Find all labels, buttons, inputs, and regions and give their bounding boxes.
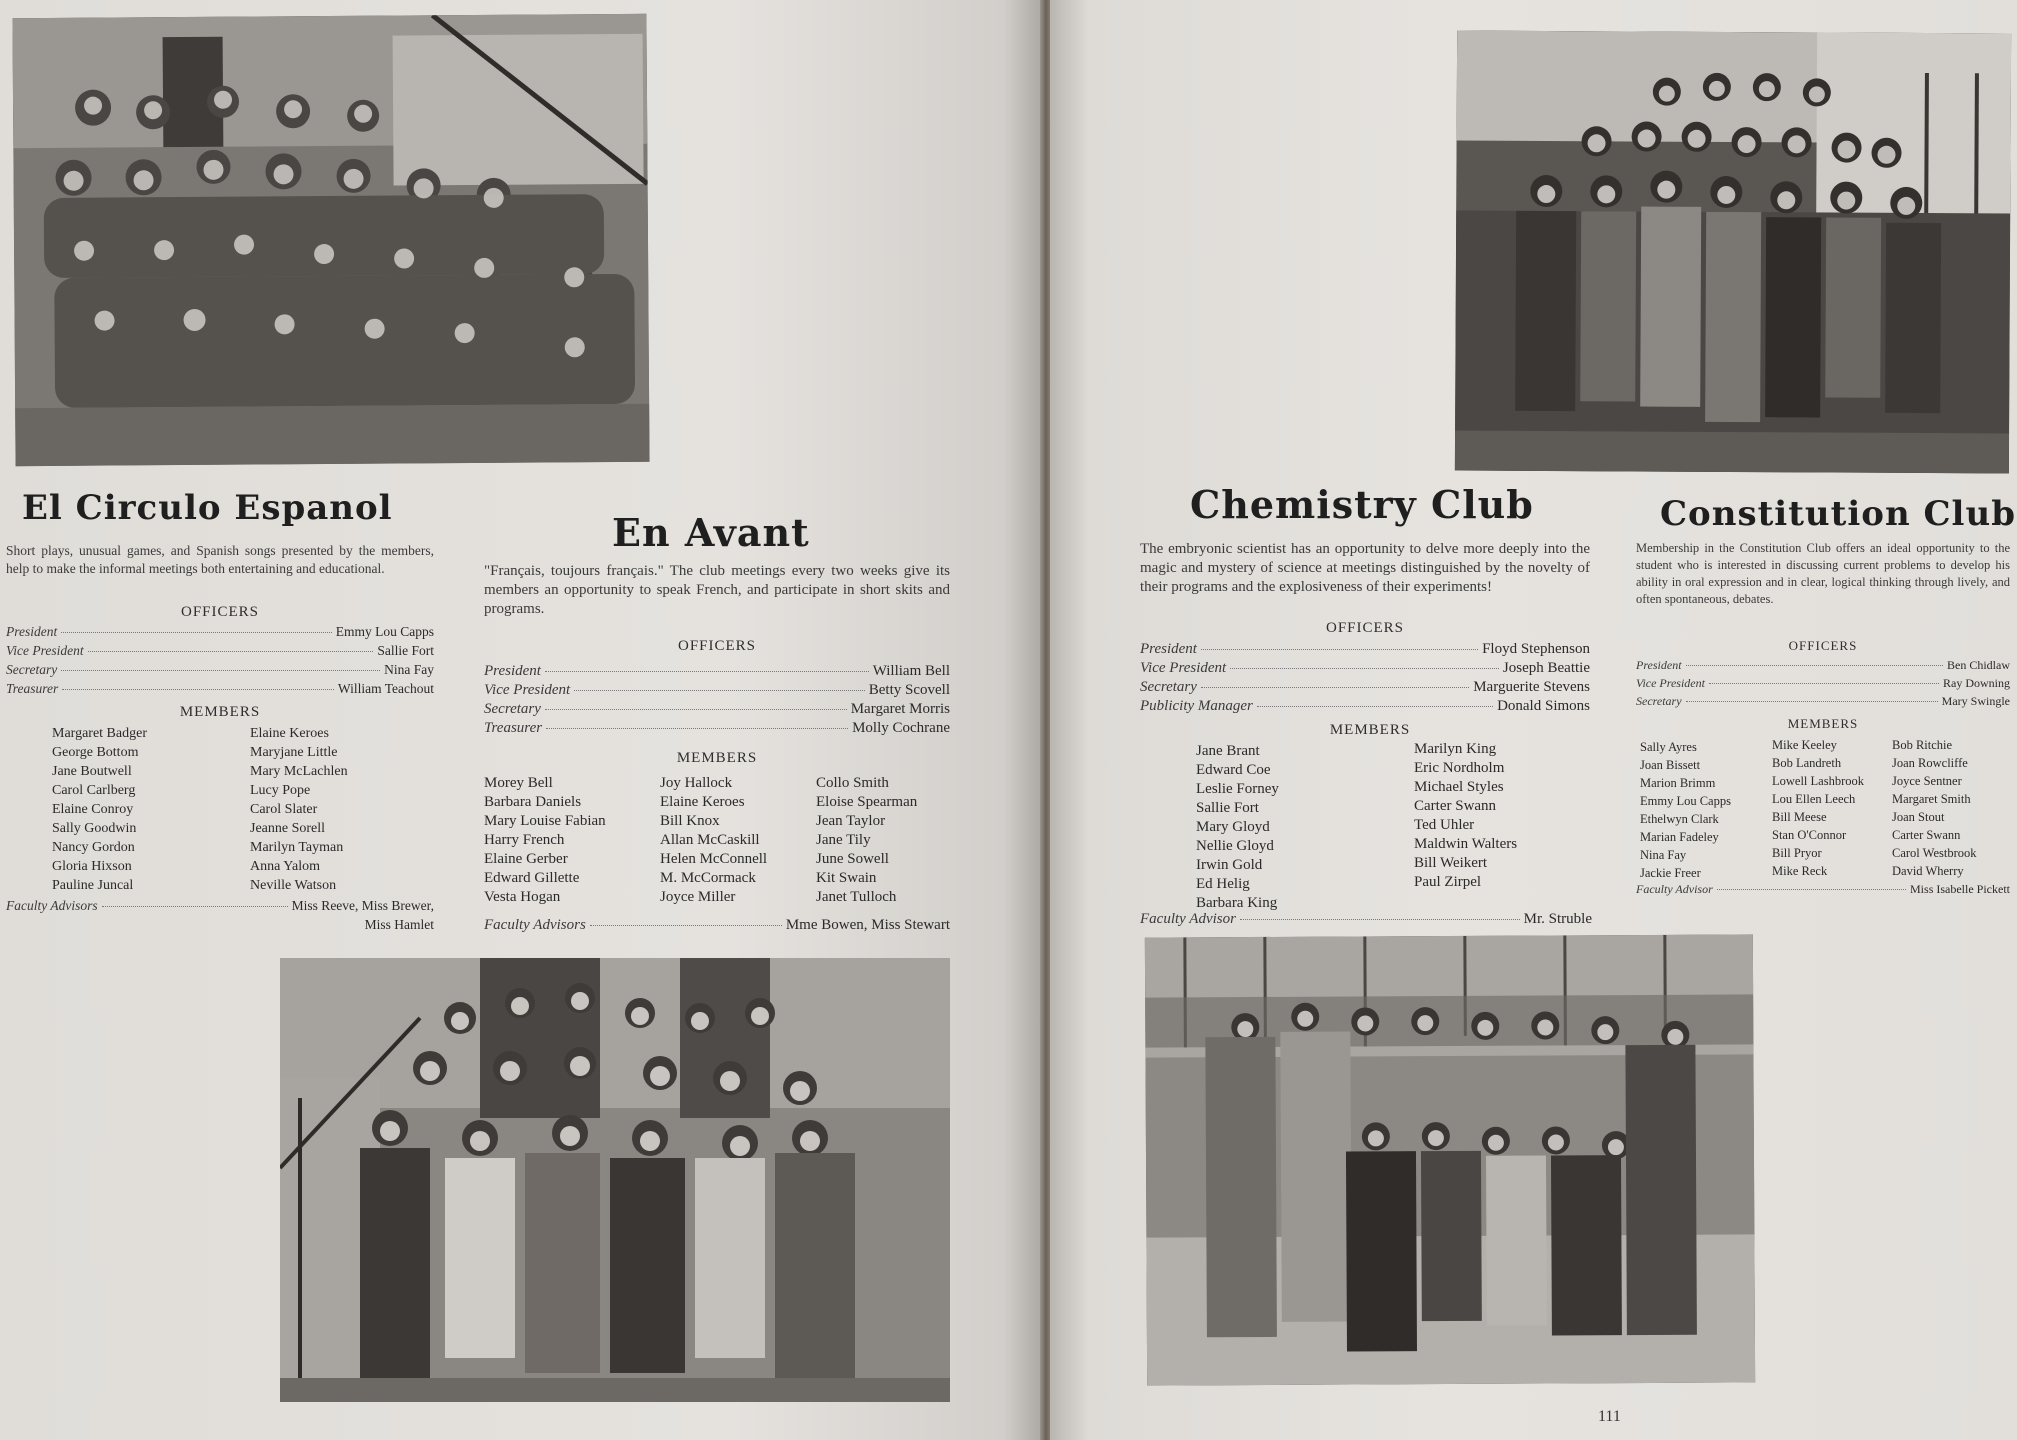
officer-row: President Ben Chidlaw xyxy=(1636,658,2010,672)
list-item: Barbara Daniels xyxy=(484,794,582,810)
chemistry-club-title: Chemistry Club xyxy=(1190,482,1534,527)
list-item: Joyce Sentner xyxy=(1892,774,1962,788)
list-item: Margaret Badger xyxy=(52,726,147,741)
french-officers-list xyxy=(484,662,950,738)
chemistry-faculty xyxy=(1140,910,1592,929)
list-item: Lucy Pope xyxy=(250,783,311,798)
list-item: Bob Ritchie xyxy=(1892,738,1953,752)
list-item: Irwin Gold xyxy=(1196,857,1263,873)
list-item: Marilyn Tayman xyxy=(250,840,344,855)
list-item: Helen McConnell xyxy=(660,851,768,867)
constitution-officers-heading: OFFICERS xyxy=(1788,638,1858,653)
list-item: Edward Coe xyxy=(1196,762,1271,778)
list-item: Sally Ayres xyxy=(1640,740,1697,754)
list-item: Joy Hallock xyxy=(660,775,733,791)
officer-row: President Emmy Lou Capps xyxy=(6,624,434,639)
list-item: Jackie Freer xyxy=(1640,866,1701,880)
list-item: Anna Yalom xyxy=(250,859,321,874)
chemistry-officers-heading: OFFICERS xyxy=(1325,620,1405,636)
list-item: Paul Zirpel xyxy=(1414,874,1482,890)
chemistry-members-heading: MEMBERS xyxy=(1329,722,1411,738)
list-item: M. McCormack xyxy=(660,870,756,886)
spanish-members-col2 xyxy=(250,724,348,895)
spanish-club-photo xyxy=(12,14,649,466)
list-item: Carol Carlberg xyxy=(52,783,136,798)
list-item: Elaine Keroes xyxy=(660,794,745,810)
list-item: Neville Watson xyxy=(250,878,337,893)
list-item: Janet Tulloch xyxy=(816,889,897,905)
officer-row: Secretary Margaret Morris xyxy=(484,701,950,717)
list-item: Joyce Miller xyxy=(660,889,736,905)
officer-row: Vice President Sallie Fort xyxy=(6,643,434,658)
list-item: Harry French xyxy=(484,832,565,848)
spanish-officers-heading: OFFICERS xyxy=(180,604,260,620)
list-item: Elaine Gerber xyxy=(484,851,568,867)
list-item: Allan McCaskill xyxy=(660,832,760,848)
officer-row: Vice President Ray Downing xyxy=(1636,676,2010,690)
list-item: Emmy Lou Capps xyxy=(1640,794,1731,808)
list-item: Marion Brimm xyxy=(1640,776,1716,790)
french-members-col1 xyxy=(484,774,606,907)
list-item: Carol Slater xyxy=(250,802,318,817)
list-item: David Wherry xyxy=(1892,864,1964,878)
list-item: Sallie Fort xyxy=(1196,800,1259,816)
officer-row: Secretary Nina Fay xyxy=(6,662,434,677)
list-item: Ed Helig xyxy=(1196,876,1250,892)
list-item: George Bottom xyxy=(52,745,139,760)
constitution-members-col2 xyxy=(1772,736,1864,880)
list-item: Jeanne Sorell xyxy=(250,821,326,836)
list-item: Jane Brant xyxy=(1196,743,1260,759)
chemistry-officers-list xyxy=(1140,640,1590,716)
list-item: Lowell Lashbrook xyxy=(1772,774,1864,788)
list-item: Eric Nordholm xyxy=(1414,760,1505,776)
list-item: Kit Swain xyxy=(816,870,877,886)
constitution-faculty xyxy=(1636,880,2010,898)
french-club-description: "Français, toujours français." The club meetings every two weeks give its members an opportunity to speak French, and participate in short skits and programs. xyxy=(484,563,950,617)
officer-row: Secretary Marguerite Stevens xyxy=(1140,679,1590,695)
spanish-club-description: Short plays, unusual games, and Spanish songs presented by the members, help to make the informal meetings both entertaining and educational. xyxy=(6,543,434,576)
list-item: Carter Swann xyxy=(1892,828,1961,842)
list-item: Elaine Keroes xyxy=(250,726,329,741)
list-item: Maldwin Walters xyxy=(1414,836,1518,852)
list-item: Joan Stout xyxy=(1892,810,1945,824)
list-item: Lou Ellen Leech xyxy=(1772,792,1856,806)
list-item: Edward Gillette xyxy=(484,870,580,886)
officer-row: Vice President Betty Scovell xyxy=(484,682,950,698)
list-item: Mike Keeley xyxy=(1772,738,1837,752)
faculty-label: Faculty Advisors xyxy=(484,917,586,933)
list-item: Jane Boutwell xyxy=(52,764,132,779)
list-item: Marilyn King xyxy=(1414,741,1497,757)
french-members-col2 xyxy=(660,774,767,907)
list-item: Morey Bell xyxy=(484,775,553,791)
list-item: Bill Weikert xyxy=(1414,855,1488,871)
list-item: Vesta Hogan xyxy=(484,889,561,905)
list-item: Joan Rowcliffe xyxy=(1892,756,1968,770)
list-item: Jane Tily xyxy=(816,832,871,848)
constitution-members-col1 xyxy=(1640,738,1731,882)
list-item: Bill Meese xyxy=(1772,810,1827,824)
list-item: Nina Fay xyxy=(1640,848,1687,862)
list-item: Carter Swann xyxy=(1414,798,1497,814)
constitution-club-photo xyxy=(1145,934,1755,1385)
list-item: Mike Reck xyxy=(1772,864,1828,878)
officer-row: Treasurer William Teachout xyxy=(6,681,434,696)
list-item: Ted Uhler xyxy=(1414,817,1475,833)
faculty-names: Miss Reeve, Miss Brewer, xyxy=(291,898,434,913)
spanish-club-title: El Circulo Espanol xyxy=(22,488,393,528)
list-item: Joan Bissett xyxy=(1640,758,1701,772)
list-item: Nancy Gordon xyxy=(52,840,135,855)
list-item: June Sowell xyxy=(816,851,889,867)
faculty-names-line2: Miss Hamlet xyxy=(364,917,434,932)
constitution-club-title: Constitution Club xyxy=(1660,494,2016,534)
faculty-names: Mme Bowen, Miss Stewart xyxy=(785,917,950,933)
list-item: Collo Smith xyxy=(816,775,889,791)
list-item: Bob Landreth xyxy=(1772,756,1842,770)
list-item: Gloria Hixson xyxy=(52,859,132,874)
list-item: Michael Styles xyxy=(1414,779,1504,795)
spanish-officers-list xyxy=(6,622,434,698)
list-item: Marian Fadeley xyxy=(1640,830,1719,844)
french-officers-heading: OFFICERS xyxy=(677,638,757,654)
list-item: Pauline Juncal xyxy=(52,878,134,893)
chemistry-club-photo xyxy=(1455,31,2011,474)
list-item: Margaret Smith xyxy=(1892,792,1971,806)
officer-row: President William Bell xyxy=(484,663,950,679)
list-item: Mary McLachlen xyxy=(250,764,348,779)
list-item: Nellie Gloyd xyxy=(1196,838,1274,854)
faculty-names: Miss Isabelle Pickett xyxy=(1910,882,2010,896)
faculty-names: Mr. Struble xyxy=(1523,911,1592,927)
spanish-faculty xyxy=(6,896,434,934)
officer-row: President Floyd Stephenson xyxy=(1140,641,1590,657)
french-members-col3 xyxy=(816,774,917,907)
faculty-label: Faculty Advisor xyxy=(1636,882,1713,896)
french-club-title: En Avant xyxy=(612,510,810,555)
spanish-members-heading: MEMBERS xyxy=(179,704,261,720)
faculty-label: Faculty Advisors xyxy=(6,898,98,913)
chemistry-club-description: The embryonic scientist has an opportunity to delve more deeply into the magic and mystery of science at meetings distinguished by the novelty of their programs and the explosiveness of their experiments! xyxy=(1140,541,1590,595)
list-item: Elaine Conroy xyxy=(52,802,134,817)
french-members-heading: MEMBERS xyxy=(676,750,758,766)
constitution-officers-list xyxy=(1636,656,2010,710)
list-item: Bill Pryor xyxy=(1772,846,1822,860)
list-item: Barbara King xyxy=(1196,895,1278,911)
constitution-members-col3 xyxy=(1892,736,1977,880)
list-item: Jean Taylor xyxy=(816,813,886,829)
chemistry-members-col2 xyxy=(1414,740,1517,892)
list-item: Maryjane Little xyxy=(250,745,338,760)
list-item: Leslie Forney xyxy=(1196,781,1279,797)
french-faculty xyxy=(484,916,950,935)
constitution-members-heading: MEMBERS xyxy=(1787,716,1859,731)
officer-row: Secretary Mary Swingle xyxy=(1636,694,2010,708)
officer-row: Publicity Manager Donald Simons xyxy=(1140,698,1590,714)
list-item: Stan O'Connor xyxy=(1772,828,1847,842)
officer-row: Treasurer Molly Cochrane xyxy=(484,720,950,736)
page-number: 111 xyxy=(1598,1408,1621,1425)
list-item: Mary Louise Fabian xyxy=(484,813,606,829)
list-item: Bill Knox xyxy=(660,813,720,829)
list-item: Ethelwyn Clark xyxy=(1640,812,1719,826)
list-item: Mary Gloyd xyxy=(1196,819,1270,835)
spanish-members-col1 xyxy=(52,724,147,895)
list-item: Sally Goodwin xyxy=(52,821,137,836)
french-club-photo xyxy=(280,958,950,1402)
officer-row: Vice President Joseph Beattie xyxy=(1140,660,1590,676)
chemistry-members-col1 xyxy=(1196,742,1279,913)
constitution-club-description: Membership in the Constitution Club offers an ideal opportunity to the student who is interested in discussing current problems to develop his ability in oral expression and in clear, logical thinking through lively, and often spontaneous, debates. xyxy=(1636,541,2010,606)
list-item: Carol Westbrook xyxy=(1892,846,1977,860)
faculty-label: Faculty Advisor xyxy=(1140,911,1236,927)
list-item: Eloise Spearman xyxy=(816,794,918,810)
